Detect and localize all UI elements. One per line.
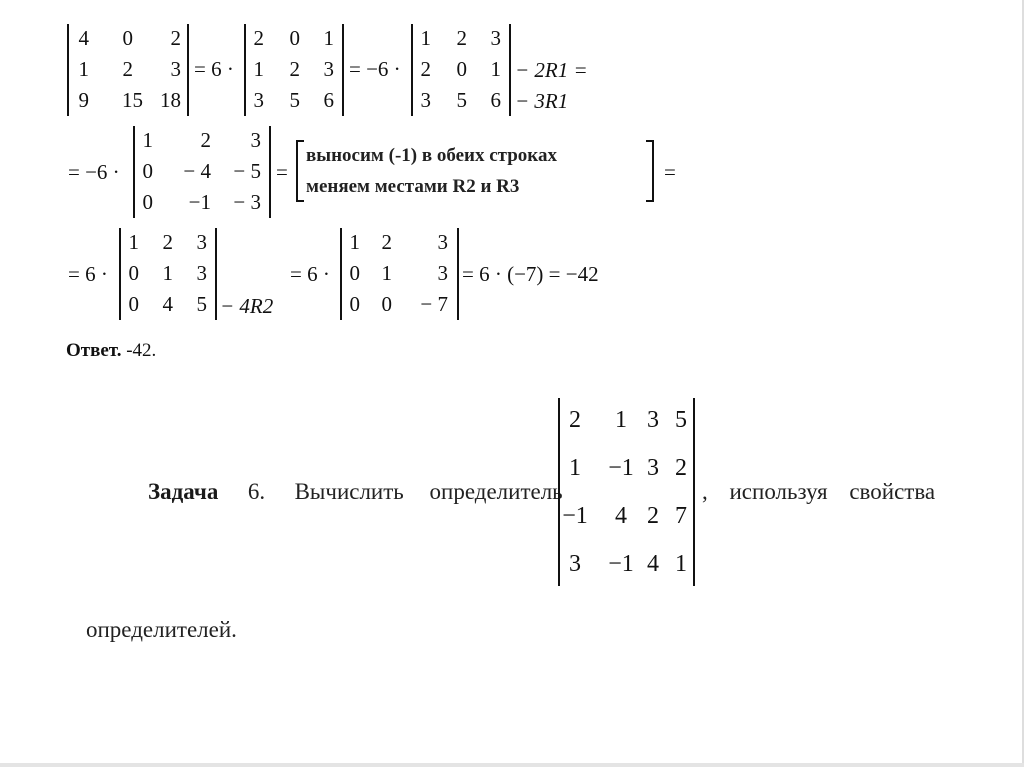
task-line bbox=[148, 478, 563, 506]
equals-minus-six: = −6 · bbox=[349, 57, 401, 81]
det1-cell: 4 bbox=[78, 26, 89, 50]
det4-cell: 0 bbox=[142, 159, 153, 183]
task-number: 6. bbox=[247, 479, 266, 504]
det3-cell: 1 bbox=[420, 26, 431, 50]
answer-line bbox=[66, 340, 156, 362]
equals-minus-six-2: = −6 · bbox=[68, 160, 120, 184]
det6-cell: 2 bbox=[381, 230, 392, 254]
det1-cell: 3 bbox=[170, 57, 181, 81]
det3-cell: 5 bbox=[456, 88, 467, 112]
det4-cell: −1 bbox=[188, 190, 211, 214]
task-det-cell: 7 bbox=[675, 503, 687, 529]
det4-cell: − 4 bbox=[183, 159, 211, 183]
equals-sign: = bbox=[276, 160, 288, 184]
determinant-3 bbox=[411, 24, 511, 116]
determinant-2 bbox=[244, 24, 344, 116]
determinant-6 bbox=[340, 228, 459, 320]
task-det-cell: 3 bbox=[647, 455, 659, 481]
page-edge-bottom bbox=[0, 763, 1024, 767]
task-det-cell: 4 bbox=[615, 503, 627, 529]
det2-cell: 0 bbox=[289, 26, 300, 50]
det2-cell: 3 bbox=[253, 88, 264, 112]
det6-cell: 3 bbox=[437, 261, 448, 285]
det1-cell: 2 bbox=[170, 26, 181, 50]
det1-cell: 9 bbox=[78, 88, 89, 112]
row-operation-r3: − 3R1 bbox=[515, 89, 569, 113]
det5-cell: 3 bbox=[196, 261, 207, 285]
task-det-cell: 4 bbox=[647, 551, 659, 577]
row-operation-4r2: − 4R2 bbox=[220, 294, 274, 318]
det5-cell: 5 bbox=[196, 292, 207, 316]
det2-cell: 6 bbox=[323, 88, 334, 112]
det2-cell: 2 bbox=[289, 57, 300, 81]
left-bracket bbox=[296, 140, 304, 202]
det6-cell: 0 bbox=[381, 292, 392, 316]
det6-cell: 1 bbox=[381, 261, 392, 285]
det2-cell: 2 bbox=[253, 26, 264, 50]
det2-cell: 5 bbox=[289, 88, 300, 112]
task-det-cell: 1 bbox=[675, 551, 687, 577]
task-det-cell: −1 bbox=[608, 551, 634, 577]
equals-six-3: = 6 · bbox=[290, 262, 330, 286]
determinant-1 bbox=[67, 24, 189, 116]
task-text-before: Вычислить определитель bbox=[294, 479, 563, 504]
det5-cell: 1 bbox=[128, 230, 139, 254]
task-det-cell: −1 bbox=[562, 503, 588, 529]
task-label: Задача bbox=[148, 479, 219, 504]
det3-cell: 2 bbox=[420, 57, 431, 81]
task-det-cell: 2 bbox=[647, 503, 659, 529]
det6-cell: 3 bbox=[437, 230, 448, 254]
det6-cell: 0 bbox=[349, 292, 360, 316]
task-det-cell: 2 bbox=[569, 407, 581, 433]
det4-cell: − 3 bbox=[233, 190, 261, 214]
task-det-cell: 1 bbox=[569, 455, 581, 481]
task-det-cell: 5 bbox=[675, 407, 687, 433]
det5-cell: 1 bbox=[162, 261, 173, 285]
det6-cell: 1 bbox=[349, 230, 360, 254]
det2-cell: 3 bbox=[323, 57, 334, 81]
det5-cell: 0 bbox=[128, 261, 139, 285]
det3-cell: 2 bbox=[456, 26, 467, 50]
equals-six-2: = 6 · bbox=[68, 262, 108, 286]
determinant-5 bbox=[119, 228, 217, 320]
det1-cell: 2 bbox=[122, 57, 133, 81]
task-det-cell: 3 bbox=[647, 407, 659, 433]
final-result: = 6 · (−7) = −42 bbox=[462, 262, 599, 286]
task-det-cell: 2 bbox=[675, 455, 687, 481]
det4-cell: − 5 bbox=[233, 159, 261, 183]
det5-cell: 3 bbox=[196, 230, 207, 254]
det4-cell: 3 bbox=[250, 128, 261, 152]
det4-cell: 1 bbox=[142, 128, 153, 152]
task-det-cell: 3 bbox=[569, 551, 581, 577]
det3-cell: 0 bbox=[456, 57, 467, 81]
task-text-end: определителей. bbox=[86, 617, 237, 642]
det6-cell: 0 bbox=[349, 261, 360, 285]
det3-cell: 1 bbox=[490, 57, 501, 81]
note-line-1: выносим (-1) в обеих строках bbox=[306, 145, 557, 166]
det4-cell: 2 bbox=[200, 128, 211, 152]
row-operation-r2: − 2R1 = bbox=[515, 58, 588, 82]
det5-cell: 4 bbox=[162, 292, 173, 316]
det3-cell: 3 bbox=[420, 88, 431, 112]
det1-cell: 1 bbox=[78, 57, 89, 81]
det4-cell: 0 bbox=[142, 190, 153, 214]
det3-cell: 6 bbox=[490, 88, 501, 112]
det6-cell: − 7 bbox=[420, 292, 448, 316]
det5-cell: 0 bbox=[128, 292, 139, 316]
det1-cell: 18 bbox=[160, 88, 181, 112]
answer-value: -42. bbox=[126, 340, 157, 361]
task-det-cell: −1 bbox=[608, 455, 634, 481]
det2-cell: 1 bbox=[323, 26, 334, 50]
note-line-2: меняем местами R2 и R3 bbox=[306, 176, 520, 197]
det2-cell: 1 bbox=[253, 57, 264, 81]
determinant-4 bbox=[133, 126, 271, 218]
det3-cell: 3 bbox=[490, 26, 501, 50]
det1-cell: 0 bbox=[122, 26, 133, 50]
det1-cell: 15 bbox=[122, 88, 143, 112]
task-determinant bbox=[558, 398, 695, 586]
equals-sign-end: = bbox=[664, 160, 676, 184]
answer-label: Ответ. bbox=[66, 340, 122, 361]
equals-six: = 6 · bbox=[194, 57, 234, 81]
right-bracket bbox=[646, 140, 654, 202]
det5-cell: 2 bbox=[162, 230, 173, 254]
task-det-cell: 1 bbox=[615, 407, 627, 433]
task-text-after: , используя свойства bbox=[702, 479, 936, 504]
